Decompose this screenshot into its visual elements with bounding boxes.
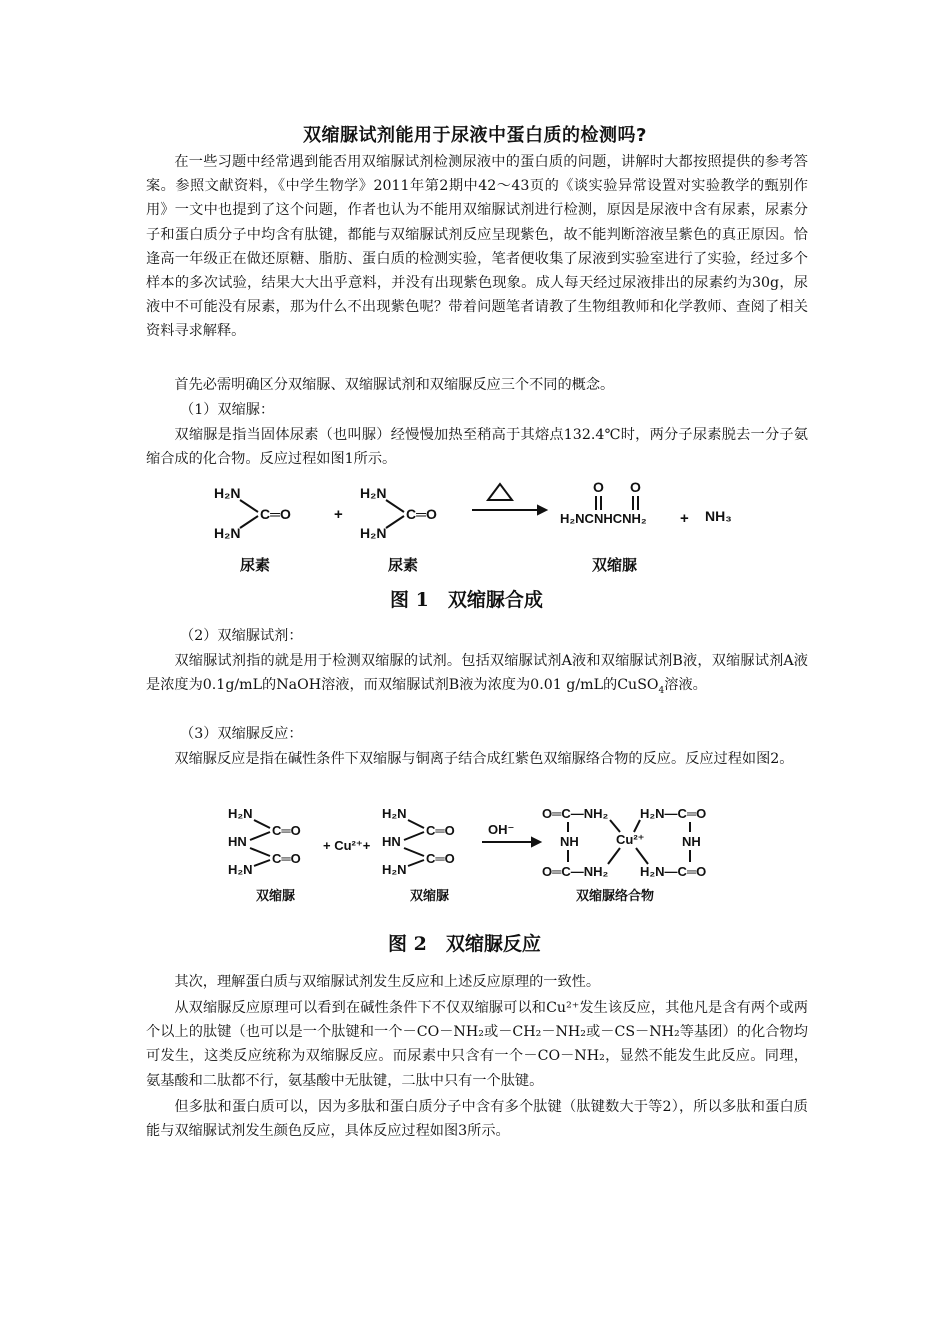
complex-cu: Cu²⁺ <box>616 832 645 847</box>
urea1-h2n-bottom: H₂N <box>214 525 241 541</box>
biuret2-label: 双缩脲 <box>410 889 450 904</box>
reaction-paragraph: 双缩脲反应是指在碱性条件下双缩脲与铜离子结合成红紫色双缩脲络合物的反应。反应过程如图2。 <box>174 751 794 767</box>
biuret2-h2n-top: H₂N <box>382 806 407 821</box>
cuso4-text: CuSO <box>617 677 659 694</box>
intro-paragraph: 在一些习题中经常遇到能否用双缩脲试剂检测尿液中的蛋白质的问题，讲解时大都按照提供的参考答案。参照文献资料，《中学生物学》2011年第2期中42～43页的《谈实验异常设置对实验教学的甄别作用》一文中也提到了这个问题，作者也认为不能用双缩脲试剂进行检测，原因是尿液中含有尿素，尿素分子和蛋白质分子中均含有肽键，都能与双缩脲试剂反应呈现紫色，故不能判断溶液呈紫色的真正原因。恰逢高一年级正在做还原糖、脂肪、蛋白质的检测实验，笔者便收集了尿液到实验室进行了实验，经过多个样本的多次试验，结果大大出乎意料，并没有出现紫色现象。成人每天经过尿液排出的尿素约为30g，尿液中不可能没有尿素，那为什么不出现紫色呢？带着问题笔者请教了生物组教师和化学教师、查阅了相关资料寻求解释。 <box>146 154 808 340</box>
section-heading-reaction: （3）双缩脲反应： <box>180 726 303 742</box>
biuret1-co-top: C═O <box>272 823 301 838</box>
biuret2-co-top: C═O <box>426 823 455 838</box>
urea1-c-eq-o: C═O <box>260 506 291 522</box>
biuret1-h2n-top: H₂N <box>228 806 253 821</box>
solution-text: 溶液。 <box>664 677 707 694</box>
figure-2-caption: 图 2 双缩脲反应 <box>388 933 541 955</box>
cuso4-subscript: 4 <box>658 686 665 697</box>
complex-nh-left: NH <box>560 834 579 849</box>
figure-1-biuret-synthesis <box>200 476 760 616</box>
hydroxide-label: OH⁻ <box>488 822 515 837</box>
biuret-o-right: O <box>630 479 641 495</box>
biuret-definition-paragraph: 双缩脲是指当固体尿素（也叫脲）经慢慢加热至稍高于其熔点132.4℃时，两分子尿素脱去一分子氨缩合成的化合物。反应过程如图1所示。 <box>146 427 808 468</box>
biuret-formula: H₂NCNHCNH₂ <box>560 511 647 526</box>
biuret1-label: 双缩脲 <box>256 889 296 904</box>
biuret2-h2n-bottom: H₂N <box>382 862 407 877</box>
complex-top-right: H₂N—C═O <box>640 806 707 821</box>
first-point-paragraph: 首先必需明确区分双缩脲、双缩脲试剂和双缩脲反应三个不同的概念。 <box>174 377 615 393</box>
urea2-c-eq-o: C═O <box>406 506 437 522</box>
second-point-paragraph: 其次，理解蛋白质与双缩脲试剂发生反应和上述反应原理的一致性。 <box>174 974 601 990</box>
biuret-label: 双缩脲 <box>592 556 638 574</box>
complex-nh-right: NH <box>682 834 701 849</box>
urea2-label: 尿素 <box>388 556 419 574</box>
ammonia: NH₃ <box>705 508 732 524</box>
polypeptide-paragraph: 但多肽和蛋白质可以，因为多肽和蛋白质分子中含有多个肽键（肽键数大于等2），所以多肽和蛋白质能与双缩脲试剂发生颜色反应，具体反应过程如图3所示。 <box>146 1099 808 1140</box>
section-heading-biuret: （1）双缩脲： <box>180 402 275 418</box>
complex-label: 双缩脲络合物 <box>576 889 655 904</box>
heat-triangle-icon <box>488 484 512 500</box>
complex-bottom-right: H₂N—C═O <box>640 864 707 879</box>
reagent-text: 双缩脲试剂指的就是用于检测双缩脲的试剂。包括双缩脲试剂A液和双缩脲试剂B液，双缩脲试剂A液是浓度为0.1g/mL的NaOH溶液，而双缩脲试剂B液为浓度为0.01 g/mL的 <box>146 653 808 694</box>
urea1-h2n-top: H₂N <box>214 485 241 501</box>
biuret1-h2n-bottom: H₂N <box>228 862 253 877</box>
complex-top-left: O═C—NH₂ <box>542 806 609 821</box>
figure-1-caption: 图 1 双缩脲合成 <box>390 589 543 611</box>
biuret2-hn: HN <box>382 834 401 849</box>
copper-ion: + Cu²⁺+ <box>323 838 371 853</box>
biuret1-co-bottom: C═O <box>272 851 301 866</box>
urea1-label: 尿素 <box>240 556 271 574</box>
biuret1-hn: HN <box>228 834 247 849</box>
urea2-h2n-top: H₂N <box>360 485 387 501</box>
biuret-o-left: O <box>593 479 604 495</box>
page-title: 双缩脲试剂能用于尿液中蛋白质的检测吗? <box>303 125 647 146</box>
reaction-principle-paragraph: 从双缩脲反应原理可以看到在碱性条件下不仅双缩脲可以和Cu²⁺发生该反应，其他凡是含有两个或两个以上的肽键（也可以是一个肽键和一个－CO－NH₂或－CH₂－NH₂或－CS－NH₂等基团）的化合物均可发生，这类反应统称为双缩脲反应。而尿素中只含有一个－CO－NH₂，显然不能发生此反应。同理，氨基酸和二肽都不行，氨基酸中无肽键，二肽中只有一个肽键。 <box>146 1000 808 1089</box>
plus-sign: + <box>334 506 343 523</box>
urea2-h2n-bottom: H₂N <box>360 525 387 541</box>
reagent-paragraph <box>146 649 808 697</box>
section-heading-reagent: （2）双缩脲试剂： <box>180 628 303 644</box>
figure-2-biuret-reaction <box>220 800 740 960</box>
product-plus-sign: + <box>680 510 689 527</box>
complex-bottom-left: O═C—NH₂ <box>542 864 609 879</box>
biuret2-co-bottom: C═O <box>426 851 455 866</box>
